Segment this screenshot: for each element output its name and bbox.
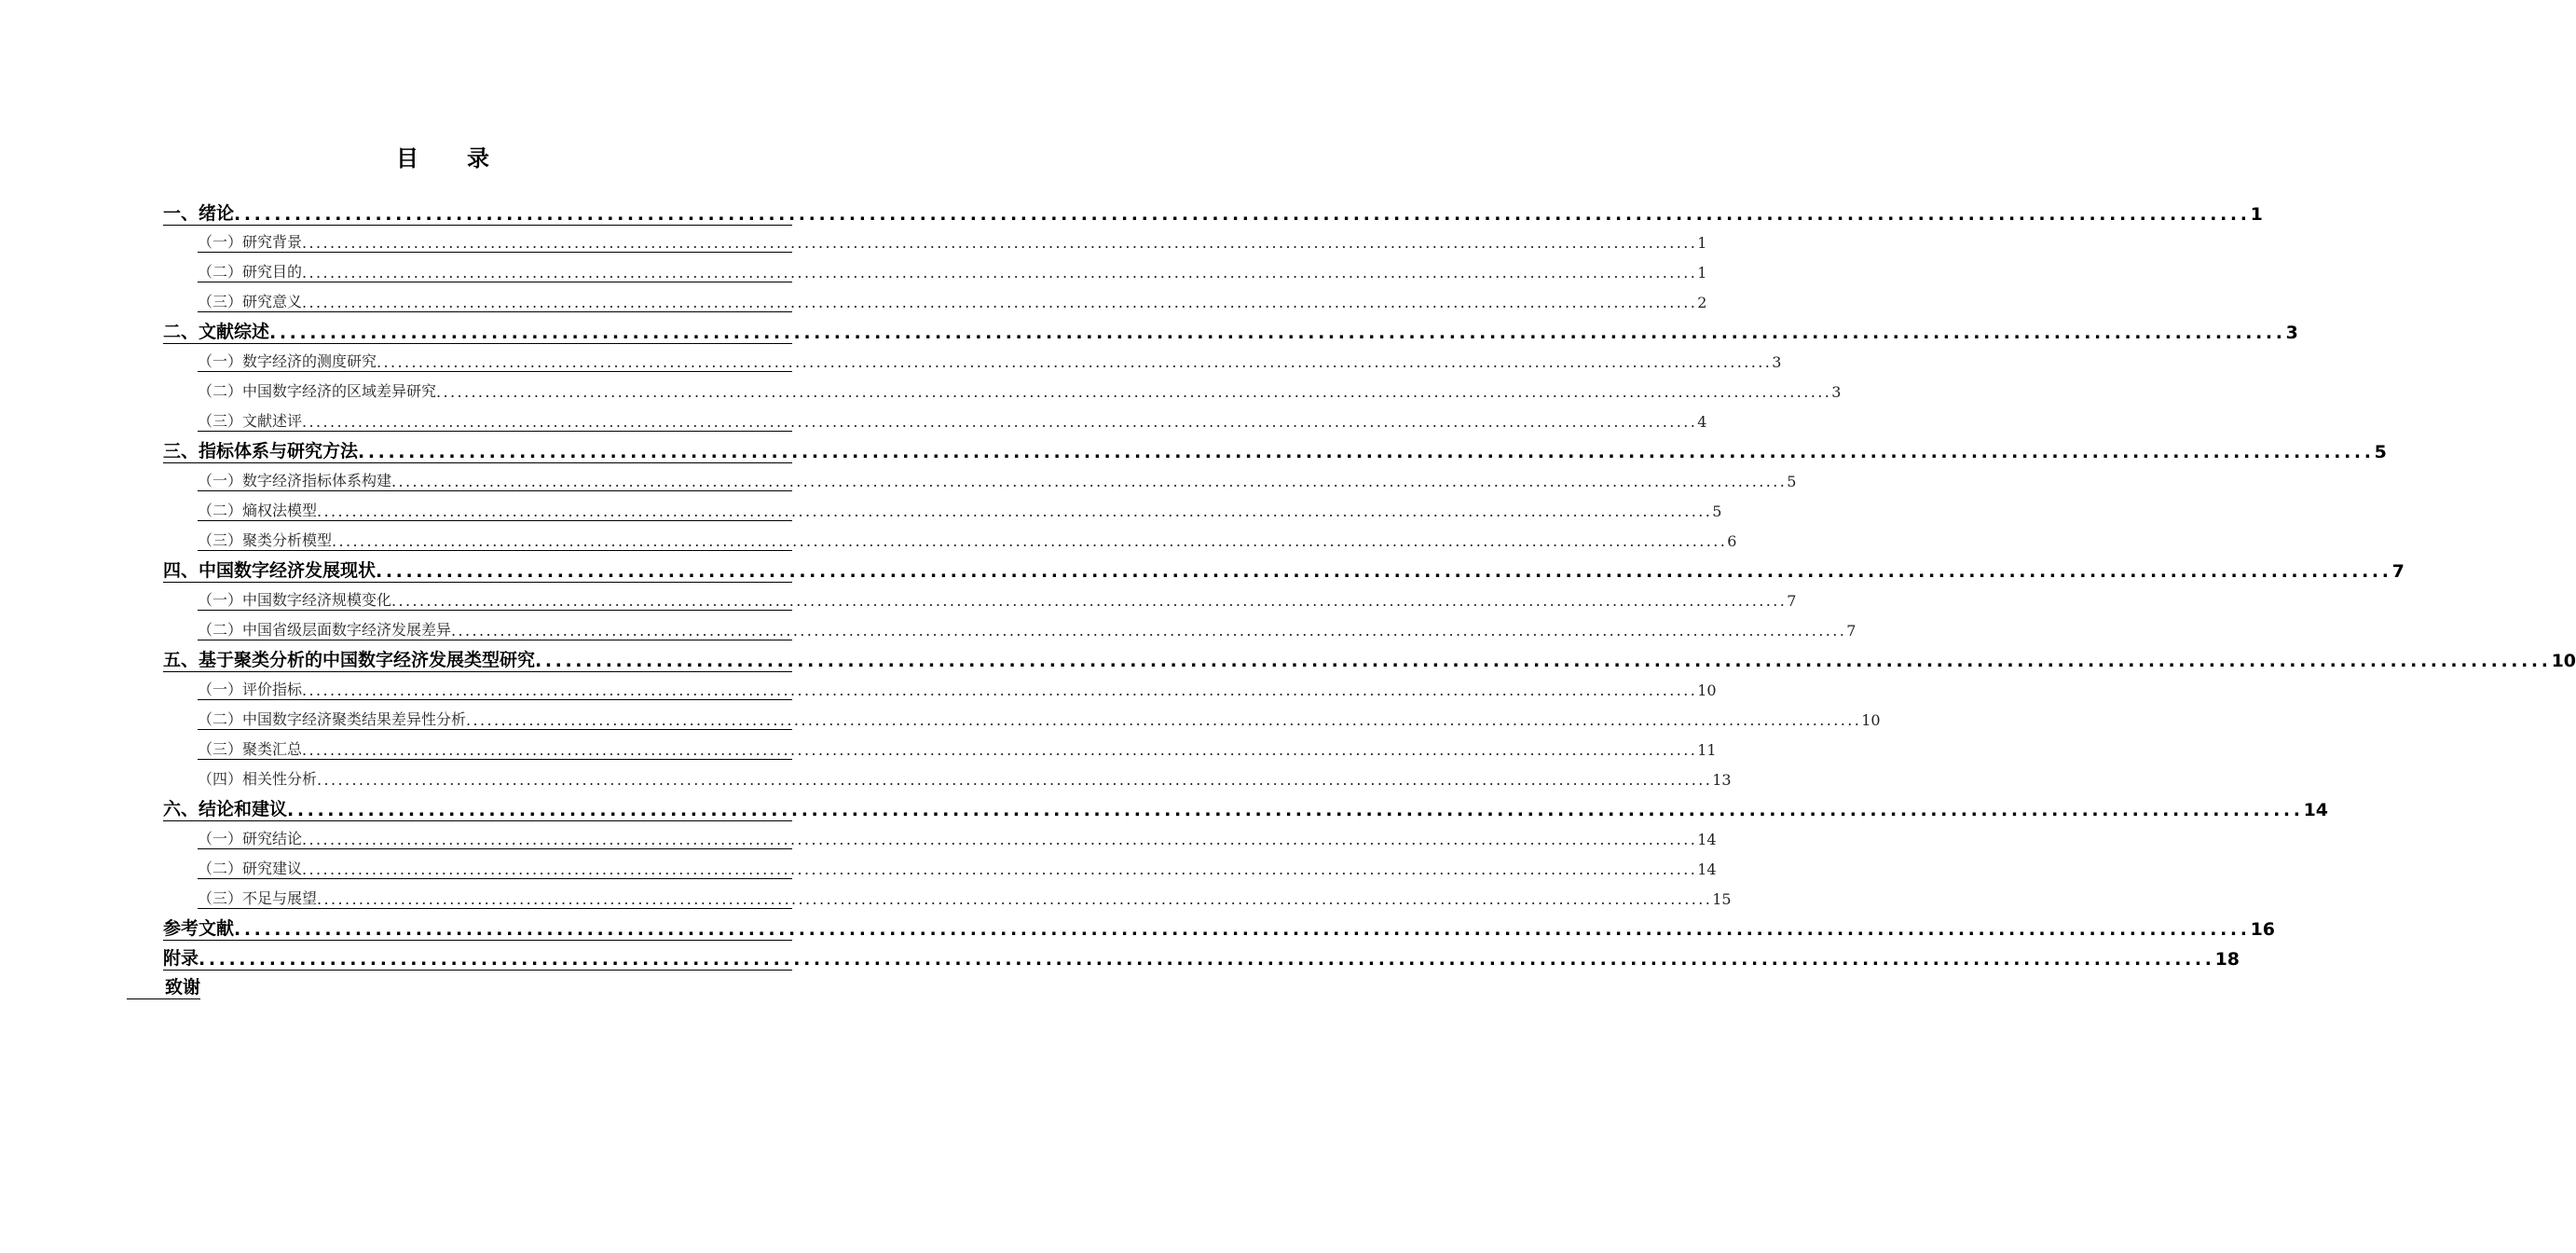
toc-leader-dots: ........................................................................................................................................................................................................ — [302, 831, 1698, 848]
toc-entry-label: 参考文献 — [163, 918, 235, 939]
toc-leader-dots: ........................................................................................................................................................................................................ — [451, 622, 1847, 640]
toc-leader-dots: ........................................................................................................................................................................................................ — [376, 561, 2392, 582]
toc-entry-label: （一）评价指标 — [198, 681, 303, 698]
toc-leader-dots: ........................................................................................................................................................................................................ — [199, 949, 2215, 970]
toc-page-number: 18 — [2214, 949, 2240, 970]
toc-leader-dots: ........................................................................................................................................................................................................ — [317, 890, 1713, 908]
toc-entry-label: （二）中国数字经济聚类结果差异性分析 — [198, 710, 467, 728]
toc-section-entry[interactable] — [198, 379, 1842, 401]
toc-leader-dots: ........................................................................................................................................................................................................ — [302, 264, 1698, 282]
toc-section-entry[interactable] — [198, 826, 1717, 849]
toc-entry-label: （一）中国数字经济规模变化 — [198, 591, 392, 609]
toc-page-number: 5 — [2374, 442, 2387, 462]
toc-entry-label: 二、文献综述 — [163, 322, 270, 342]
toc-page-number: 5 — [1712, 503, 1722, 520]
toc-leader-dots: ........................................................................................................................................................................................................ — [436, 383, 1832, 401]
toc-section-entry[interactable] — [198, 617, 1857, 640]
toc-section-entry[interactable] — [198, 229, 1707, 253]
toc-page-number: 14 — [1697, 831, 1717, 848]
toc-page-number: 7 — [1787, 592, 1797, 610]
toc-leader-dots: ........................................................................................................................................................................................................ — [358, 442, 2375, 462]
page-title — [0, 140, 885, 172]
toc-section-entry[interactable] — [198, 289, 1707, 312]
toc-section-entry[interactable] — [198, 707, 1881, 730]
toc-section-entry[interactable] — [198, 498, 1722, 521]
toc-chapter-entry[interactable] — [163, 199, 2263, 226]
toc-leader-dots: ........................................................................................................................................................................................................ — [391, 473, 1788, 490]
toc-chapter-entry[interactable] — [163, 436, 2387, 463]
toc-entry-label: （一）研究结论 — [198, 830, 303, 847]
toc-leader-dots: ........................................................................................................................................................................................................ — [302, 413, 1698, 431]
toc-leader-dots: ........................................................................................................................................................................................................ — [466, 711, 1862, 729]
toc-page-number: 3 — [2285, 323, 2298, 343]
toc-leader-dots: ........................................................................................................................................................................................................ — [234, 204, 2251, 225]
toc-entry-label: （二）研究目的 — [198, 263, 303, 281]
toc-entry-label: 三、指标体系与研究方法 — [163, 441, 359, 461]
toc-entry-label: （四）相关性分析 — [198, 770, 318, 788]
toc-chapter-entry[interactable] — [163, 556, 2405, 583]
toc-page-number: 1 — [2250, 204, 2263, 225]
toc-leader-dots: ........................................................................................................................................................................................................ — [302, 861, 1698, 878]
toc-section-entry[interactable] — [198, 349, 1782, 372]
toc-chapter-entry[interactable] — [163, 317, 2298, 344]
title-char-2: 录 — [467, 145, 489, 172]
toc-entry-label: （一）数字经济的测度研究 — [198, 352, 377, 370]
toc-leader-dots: ........................................................................................................................................................................................................ — [391, 592, 1788, 610]
toc-leader-dots: ........................................................................................................................................................................................................ — [234, 919, 2251, 940]
toc-page-number: 7 — [2391, 561, 2405, 582]
toc-entry-label: （一）研究背景 — [198, 233, 303, 251]
toc-entry-label: （二）中国数字经济的区域差异研究 — [198, 382, 437, 400]
toc-chapter-entry[interactable] — [163, 943, 2240, 971]
toc-page-number: 4 — [1697, 413, 1707, 431]
toc-section-entry[interactable] — [198, 528, 1737, 551]
toc-entry-label: （三）不足与展望 — [198, 889, 318, 907]
toc-leader-dots: ........................................................................................................................................................................................................ — [269, 323, 2286, 343]
toc-section-entry[interactable] — [198, 259, 1707, 282]
toc-page-number: 13 — [1712, 771, 1732, 789]
toc-leader-dots: ........................................................................................................................................................................................................ — [317, 503, 1713, 520]
toc-page-number: 16 — [2250, 919, 2276, 940]
toc-page-number: 14 — [1697, 861, 1717, 878]
toc-chapter-entry[interactable] — [163, 645, 2576, 672]
toc-leader-dots: ........................................................................................................................................................................................................ — [332, 532, 1728, 550]
toc-entry-label: （二）熵权法模型 — [198, 502, 318, 519]
toc-leader-dots: ........................................................................................................................................................................................................ — [535, 651, 2552, 671]
toc-section-entry[interactable] — [198, 408, 1707, 432]
toc-section-entry[interactable] — [198, 886, 1732, 909]
toc-leader-dots: ........................................................................................................................................................................................................ — [302, 682, 1698, 699]
toc-page-number: 1 — [1697, 264, 1707, 282]
toc-page-number: 11 — [1697, 741, 1717, 759]
toc-page-number: 7 — [1846, 622, 1857, 640]
toc-entry-label: 六、结论和建议 — [163, 799, 288, 819]
toc-page-number: 2 — [1697, 294, 1707, 311]
toc-entry-label: （二）中国省级层面数字经济发展差异 — [198, 621, 452, 639]
toc-entry-acknowledgements[interactable]: 致谢 — [127, 973, 200, 999]
toc-page-number: 15 — [1712, 890, 1732, 908]
toc-page-number: 6 — [1727, 532, 1737, 550]
toc-entry-label: （三）文献述评 — [198, 412, 303, 430]
toc-leader-dots: ........................................................................................................................................................................................................ — [302, 741, 1698, 759]
toc-page-number: 3 — [1831, 383, 1842, 401]
toc-section-entry[interactable] — [198, 737, 1717, 760]
toc-chapter-entry[interactable] — [163, 914, 2276, 941]
toc-section-entry[interactable] — [198, 856, 1717, 879]
toc-entry-label: 四、中国数字经济发展现状 — [163, 560, 377, 581]
toc-leader-dots: ........................................................................................................................................................................................................ — [287, 800, 2304, 820]
toc-section-entry[interactable] — [198, 677, 1717, 700]
toc-page-number: 14 — [2303, 800, 2329, 820]
toc-section-entry[interactable] — [198, 468, 1797, 491]
toc-page-number: 3 — [1772, 353, 1782, 371]
toc-entry-label: （二）研究建议 — [198, 860, 303, 877]
toc-page-number: 10 — [1861, 711, 1881, 729]
toc-page-number: 5 — [1787, 473, 1797, 490]
toc-leader-dots: ........................................................................................................................................................................................................ — [317, 771, 1713, 789]
toc-page-number: 1 — [1697, 234, 1707, 252]
toc-entry-label: （三）研究意义 — [198, 293, 303, 310]
toc-page-number: 10 — [2551, 651, 2576, 671]
toc-leader-dots: ........................................................................................................................................................................................................ — [302, 234, 1698, 252]
toc-entry-label: 五、基于聚类分析的中国数字经济发展类型研究 — [163, 650, 536, 670]
toc-leader-dots: ........................................................................................................................................................................................................ — [377, 353, 1773, 371]
title-char-1: 目 — [396, 145, 418, 172]
toc-entry-label: （一）数字经济指标体系构建 — [198, 472, 392, 489]
toc-entry-label: 一、绪论 — [163, 203, 235, 224]
toc-chapter-entry[interactable] — [163, 794, 2329, 821]
toc-page-number: 10 — [1697, 682, 1717, 699]
toc-entry-label: （三）聚类汇总 — [198, 740, 303, 758]
toc-entry-label: （三）聚类分析模型 — [198, 531, 333, 549]
toc-section-entry[interactable] — [198, 766, 1732, 789]
toc-entry-label: 附录 — [163, 948, 199, 969]
toc-leader-dots: ........................................................................................................................................................................................................ — [302, 294, 1698, 311]
toc-section-entry[interactable] — [198, 587, 1797, 611]
